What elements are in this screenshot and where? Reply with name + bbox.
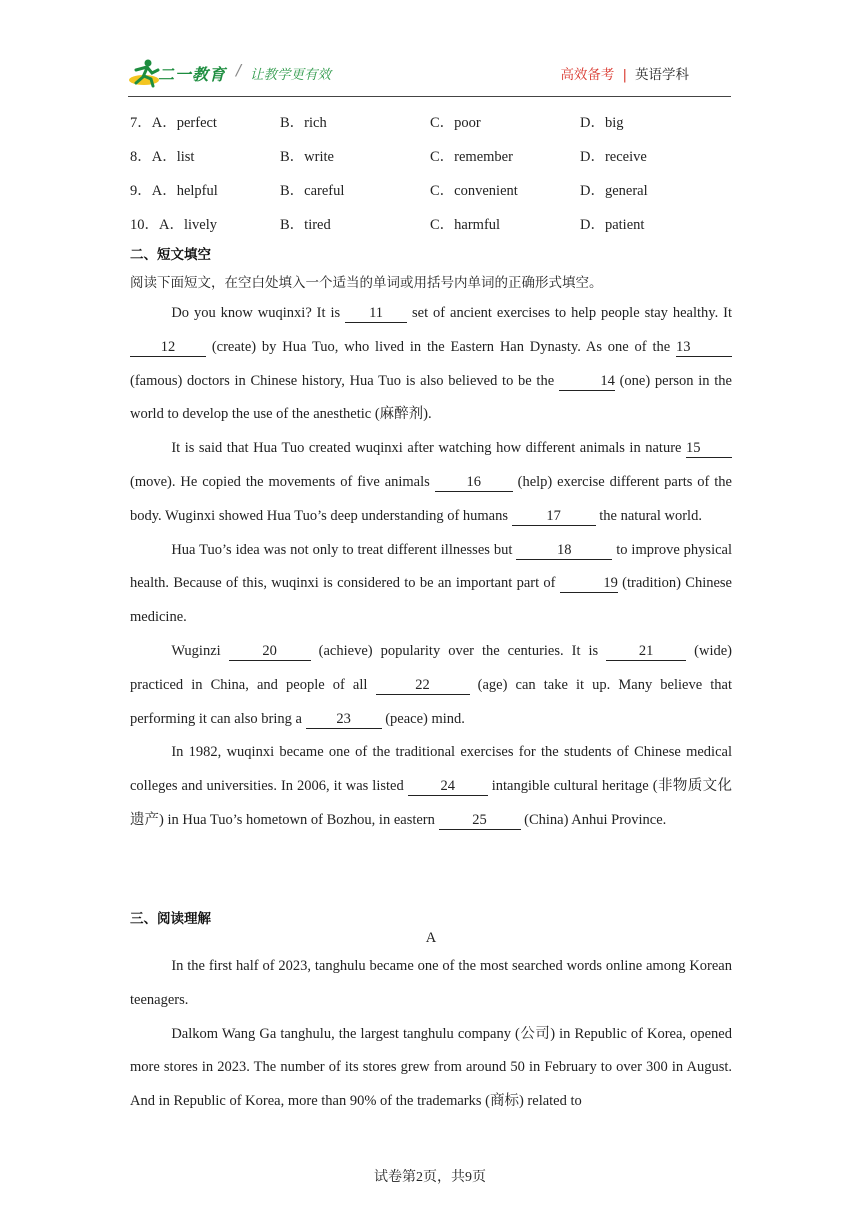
slogan: 让教学更有效 [250,67,331,83]
reading-paragraph-2: Dalkom Wang Ga tanghulu, the largest tanghulu company (公司) in Republic of Korea, opened more stores in 2023. The number of its stores grew from around 50 in February to over 300 in August. And in Republic of Korea, more than 90% of the trademarks (商标) related to [130,1025,732,1110]
blank-19[interactable]: 19 [560,575,618,593]
blank-21[interactable]: 21 [606,643,686,661]
blank-17[interactable]: 17 [512,508,596,526]
header-separator: | [622,67,627,83]
option-c: C．remember [430,149,513,165]
text-run: (create) by Hua Tuo, who lived in the Eastern Han Dynasty. As one of the [206,338,676,355]
option-d: D．patient [580,217,645,233]
text-run: (move). He copied the movements of five animals [130,473,435,490]
reading-passage-a [130,950,732,1119]
text-run: the natural world. [595,507,702,524]
blank-13[interactable]: 13 [676,339,732,357]
option-row-7 [130,111,733,145]
blank-22[interactable]: 22 [376,677,470,695]
paragraph-5 [130,736,732,837]
blank-14[interactable]: 14 [559,373,615,391]
blank-15[interactable]: 15 [686,440,732,458]
header-divider [128,96,731,97]
blank-11[interactable]: 11 [345,305,407,323]
section-title-reading: 三、阅读理解 [130,911,211,927]
text-run: (one) person in the world to develop the use of the anesthetic (麻醉剂). [130,372,732,423]
header-tag-prep: 高效备考 [560,67,615,83]
text-run: Do you know wuqinxi? It is [171,305,346,321]
blank-23[interactable]: 23 [306,711,382,729]
passage-label-a: A [425,930,437,946]
blank-16[interactable]: 16 [435,474,513,492]
blank-20[interactable]: 20 [229,643,311,661]
header-tags [560,63,689,83]
option-row-8 [130,145,733,179]
text-run: (help) exercise different parts of the body. Wuginxi showed Hua Tuo’s deep understanding of humans [130,473,732,524]
paragraph-4 [130,635,732,736]
paragraph-3 [130,534,732,635]
option-row-10 [130,213,733,247]
header-subject: 英语学科 [635,67,689,83]
option-a: 8．A．list [130,149,195,165]
option-b: B．tired [280,217,331,233]
option-a: 7．A．perfect [130,115,217,131]
text-run: It is said that Hua Tuo created wuqinxi after watching how different animals in nature [171,440,686,457]
section-title-fill-in: 二、短文填空 [130,247,211,263]
option-c: C．convenient [430,183,518,199]
text-run: (achieve) popularity over the centuries. It is [310,642,607,659]
option-a: 9．A．helpful [130,183,218,199]
option-d: D．receive [580,149,647,165]
paragraph-2 [130,432,732,533]
blank-25[interactable]: 25 [439,812,521,830]
text-run: (China) Anhui Province. [520,811,667,828]
text-run: (age) can take it up. Many believe that performing it can also bring a [130,676,732,727]
text-run: set of ancient exercises to help people stay healthy. It [407,305,733,321]
reading-paragraph-1: In the first half of 2023, tanghulu became one of the most searched words online among Korean teenagers. [130,958,732,1008]
option-b: B．careful [280,183,345,199]
option-b: B．rich [280,115,327,131]
option-c: C．poor [430,115,481,131]
slogan-slash: / [236,61,242,79]
text-run: (famous) doctors in Chinese history, Hua Tuo is also believed to be the [130,372,559,389]
text-run: (tradition) Chinese medicine. [130,575,732,626]
page-header [128,54,731,94]
option-d: D．big [580,115,624,131]
options-list [130,111,733,247]
blank-24[interactable]: 24 [408,778,488,796]
text-run: Hua Tuo’s idea was not only to treat different illnesses but [171,541,517,558]
logo-text: 二一教育 [158,65,227,84]
text-run: intangible cultural heritage (非物质文化遗产) in Hua Tuo’s hometown of Bozhou, in eastern [130,778,732,828]
option-row-9 [130,179,733,213]
paragraph-1 [130,297,732,432]
option-a: 10．A．lively [130,217,217,233]
text-run: (wide) practiced in China, and people of all [130,642,733,693]
fill-in-passage [130,297,732,838]
option-b: B．write [280,149,334,165]
text-run: to improve physical health. Because of this, wuqinxi is considered to be an important part of [130,541,733,592]
option-d: D．general [580,183,648,199]
option-c: C．harmful [430,217,501,233]
blank-12[interactable]: 12 [130,339,206,357]
text-run: (peace) mind. [381,710,465,727]
section-instruction: 阅读下面短文，在空白处填入一个适当的单词或用括号内单词的正确形式填空。 [130,275,603,291]
text-run: In 1982, wuqinxi became one of the traditional exercises for the students of Chinese medical colleges and universities. In 2006, it was listed [130,744,732,795]
text-run: Wuginzi [171,642,229,659]
blank-18[interactable]: 18 [516,542,612,560]
page-footer: 试卷第2页，共9页 [374,1170,486,1185]
